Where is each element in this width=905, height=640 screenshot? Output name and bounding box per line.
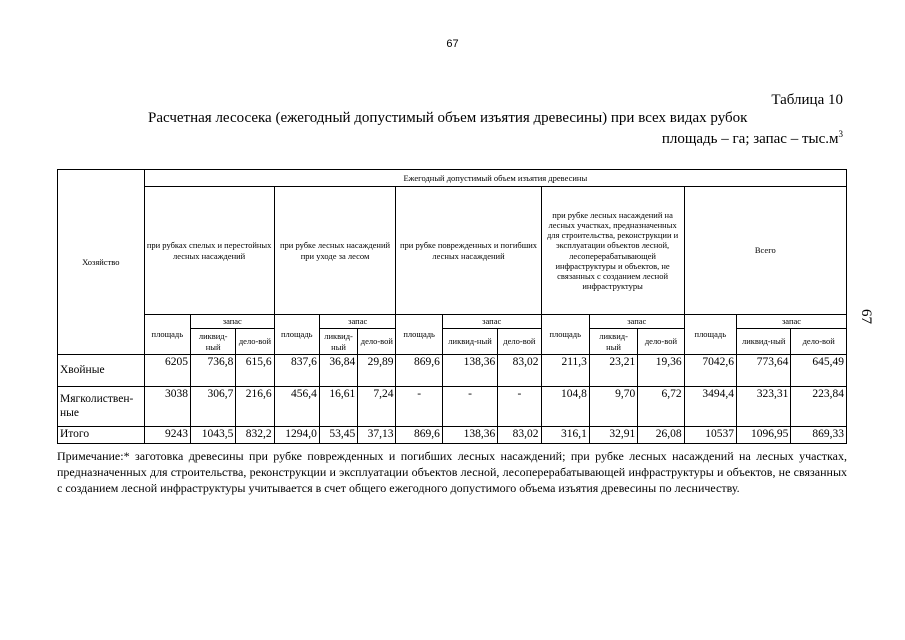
table-cell: 9243 [144, 427, 190, 444]
page-number: 67 [446, 38, 459, 50]
table-cell: 32,91 [589, 427, 637, 444]
table-cell: - [498, 387, 541, 427]
table-cell: 645,49 [791, 355, 847, 387]
footnote: Примечание:* заготовка древесины при рубке поврежденных и погибших лесных насаждений; при рубке лесных насаждений на лесных участках, предназначенных для строительства, реконструкции и эксплуатации объектов лесной, лесоперерабатывающей инфраструктуры и объектов, не связанных с созданием лесной инфраструктуры учитывается в счет общего ежегодного допустимого объема изъятия древесины по лесничеству. [57, 449, 847, 495]
header-business: дело-вой [638, 329, 684, 355]
table-cell: 26,08 [638, 427, 684, 444]
header-business: дело-вой [358, 329, 396, 355]
header-area: площадь [144, 315, 190, 355]
table-cell: 1294,0 [274, 427, 319, 444]
table-cell: 19,36 [638, 355, 684, 387]
header-liquid: ликвид-ный [589, 329, 637, 355]
table-cell: 37,13 [358, 427, 396, 444]
units-superscript: 3 [838, 129, 843, 139]
header-business: дело-вой [236, 329, 274, 355]
table-cell: 23,21 [589, 355, 637, 387]
table-cell: 323,31 [737, 387, 791, 427]
table-cell: 6,72 [638, 387, 684, 427]
table-cell: 138,36 [442, 355, 497, 387]
table-cell: - [396, 387, 442, 427]
header-stock: запас [589, 315, 684, 329]
header-liquid: ликвид-ный [737, 329, 791, 355]
header-stock: запас [442, 315, 541, 329]
table-cell: 7,24 [358, 387, 396, 427]
table-cell: 36,84 [319, 355, 357, 387]
table-title: Расчетная лесосека (ежегодный допустимый объем изъятия древесины) при всех видах рубок [148, 110, 748, 126]
table-cell: 216,6 [236, 387, 274, 427]
header-liquid: ликвид-ный [442, 329, 497, 355]
table-cell: 138,36 [442, 427, 497, 444]
table-cell: 832,2 [236, 427, 274, 444]
table-cell: 316,1 [541, 427, 589, 444]
table-cell: 456,4 [274, 387, 319, 427]
table-cell: 736,8 [190, 355, 235, 387]
header-group-damaged: при рубке поврежденных и погибших лесных насаждений [396, 187, 541, 315]
table-cell: 104,8 [541, 387, 589, 427]
header-group-total: Всего [684, 187, 846, 315]
table-cell: 306,7 [190, 387, 235, 427]
units-caption [662, 129, 843, 148]
table-cell: 869,6 [396, 427, 442, 444]
row-name: Мягколиствен-ные [58, 387, 145, 427]
table-cell: 7042,6 [684, 355, 736, 387]
header-group-mature: при рубках спелых и перестойных лесных насаждений [144, 187, 274, 315]
table-row [58, 427, 847, 444]
header-liquid: ликвид-ный [190, 329, 235, 355]
table-cell: 211,3 [541, 355, 589, 387]
table-cell: 869,33 [791, 427, 847, 444]
table-row [58, 355, 847, 387]
row-name: Хвойные [58, 355, 145, 387]
header-area: площадь [274, 315, 319, 355]
header-group-infrastructure: при рубке лесных насаждений на лесных участках, предназначенных для строительства, реконструкции и эксплуатации объектов лесной, лесоперерабатывающей инфраструктуры и объектов, не связанных с созданием лесной инфраструктуры [541, 187, 684, 315]
table-cell: 3038 [144, 387, 190, 427]
side-page-number: 67 [858, 309, 874, 324]
header-stock: запас [190, 315, 274, 329]
header-business: дело-вой [791, 329, 847, 355]
header-stock: запас [319, 315, 396, 329]
table-cell: 83,02 [498, 427, 541, 444]
table-cell: 16,61 [319, 387, 357, 427]
table-cell: 615,6 [236, 355, 274, 387]
table-cell: 773,64 [737, 355, 791, 387]
table-row [58, 387, 847, 427]
table-cell: 9,70 [589, 387, 637, 427]
table-cell: 837,6 [274, 355, 319, 387]
header-main: Ежегодный допустимый объем изъятия древесины [144, 170, 846, 187]
units-text: площадь – га; запас – тыс.м [661, 131, 839, 147]
table-cell: 6205 [144, 355, 190, 387]
header-group-thinning: при рубке лесных насаждений при уходе за лесом [274, 187, 396, 315]
header-liquid: ликвид-ный [319, 329, 357, 355]
header-business: дело-вой [498, 329, 541, 355]
table-cell: 83,02 [498, 355, 541, 387]
header-stock: запас [737, 315, 847, 329]
table-cell: 3494,4 [684, 387, 736, 427]
table-cell: 10537 [684, 427, 736, 444]
table-body [58, 355, 847, 444]
table-cell: 1096,95 [737, 427, 791, 444]
header-area: площадь [541, 315, 589, 355]
header-area: площадь [396, 315, 442, 355]
allowable-cut-table [57, 169, 847, 444]
table-cell: 29,89 [358, 355, 396, 387]
table-cell: 223,84 [791, 387, 847, 427]
table-cell: 1043,5 [190, 427, 235, 444]
table-cell: 869,6 [396, 355, 442, 387]
table-label: Таблица 10 [771, 92, 843, 108]
table-cell: - [442, 387, 497, 427]
table-cell: 53,45 [319, 427, 357, 444]
row-name: Итого [58, 427, 145, 444]
header-area: площадь [684, 315, 736, 355]
header-farm: Хозяйство [58, 170, 145, 355]
